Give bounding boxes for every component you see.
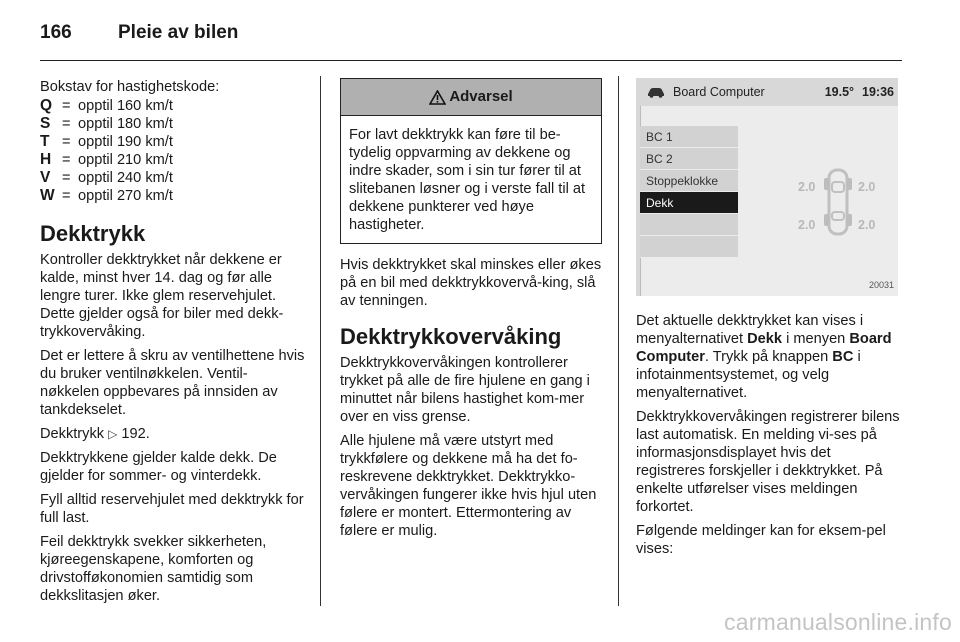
speed-code-equals: = xyxy=(62,152,71,168)
speed-code-letter: S xyxy=(40,115,51,132)
speed-code-row xyxy=(40,133,306,151)
menu-item-stopwatch[interactable]: Stoppeklokke xyxy=(640,170,738,192)
text: Det aktuelle dekktrykket kan vises i menyalternativet xyxy=(636,313,864,347)
display-title: Board Computer xyxy=(673,85,765,99)
speed-code-row xyxy=(40,97,306,115)
page-reference-arrow-icon: ▷ xyxy=(108,427,118,441)
speed-code-value: opptil 270 km/t xyxy=(78,188,173,204)
speed-code-letter: W xyxy=(40,187,55,204)
tire-pressure-front-left: 2.0 xyxy=(798,180,816,194)
text: . Trykk på knappen xyxy=(704,349,833,365)
term-board-computer: Board Computer xyxy=(636,331,892,365)
display-title-bar xyxy=(640,78,894,106)
paragraph: Hvis dekktrykket skal minskes eller økes på en bil med dekktrykkovervå-king, slå av tenningen. xyxy=(340,257,602,309)
speed-code-intro: Bokstav for hastighetskode: xyxy=(40,79,220,95)
speed-code-value: opptil 240 km/t xyxy=(78,170,173,186)
column-divider-1 xyxy=(320,76,321,606)
tire-pressure-rear-right: 2.0 xyxy=(858,218,876,232)
tire-pressure-display xyxy=(798,174,888,240)
text: i infotainmentsystemet, og velg menyalternativet. xyxy=(636,349,861,401)
outside-temperature: 19.5° xyxy=(824,85,855,99)
column-divider-2 xyxy=(618,76,619,606)
menu-item-tires[interactable]: Dekk xyxy=(640,192,738,214)
column-1 xyxy=(40,78,306,611)
speed-code-row xyxy=(40,187,306,205)
paragraph: Kontroller dekktrykket når dekkene er kalde, minst hver 14. dag og før alle lengre turer. Ikke glem reservehjulet. Dette gjelder også for biler med dekk-trykkovervåking. xyxy=(40,252,284,340)
speed-code-equals: = xyxy=(62,98,71,114)
page-reference-link[interactable]: 192. xyxy=(121,426,150,442)
image-code: 20031 xyxy=(868,280,894,290)
chapter-title: Pleie av bilen xyxy=(118,22,239,43)
term-tires: Dekk xyxy=(747,331,783,347)
watermark: carmanualsonline.info xyxy=(724,609,952,635)
paragraph: Feil dekktrykk svekker sikkerheten, kjøreegenskapene, komforten og drivstofføkonomien samtidig som dekkslitasjen øker. xyxy=(40,534,267,604)
menu-empty-row xyxy=(640,214,738,236)
paragraph: Fyll alltid reservehjulet med dekktrykk for full last. xyxy=(40,492,304,526)
speed-code-table xyxy=(40,97,306,205)
term-bc: BC xyxy=(832,349,854,365)
tire-pressure-front-right: 2.0 xyxy=(858,180,876,194)
car-top-view-icon xyxy=(822,166,854,238)
menu-empty-row xyxy=(640,236,738,258)
paragraph: Dekktrykkovervåkingen registrerer bilens last automatisk. En melding vi-ses på informasjonsdisplayet hvis det registreres forskjeller i dekktrykket. På enkelte utførelser vises meldingen forkortet. xyxy=(636,409,900,515)
speed-code-letter: T xyxy=(40,133,50,150)
speed-code-value: opptil 180 km/t xyxy=(78,116,173,132)
speed-code-value: opptil 210 km/t xyxy=(78,152,173,168)
speed-code-value: opptil 160 km/t xyxy=(78,98,173,114)
menu-item-bc2[interactable]: BC 2 xyxy=(640,148,738,170)
speed-code-row xyxy=(40,169,306,187)
speed-code-value: opptil 190 km/t xyxy=(78,134,173,150)
paragraph: Dekktrykkovervåkingen kontrollerer trykket på alle de fire hjulene en gang i minuttet når bilens hastighet kom-mer over en viss grense. xyxy=(340,355,590,425)
speed-code-equals: = xyxy=(62,170,71,186)
clock-time: 19:36 xyxy=(862,85,894,99)
header-rule xyxy=(40,60,902,61)
board-computer-screenshot xyxy=(636,78,898,296)
board-computer-menu xyxy=(640,126,738,258)
speed-code-letter: Q xyxy=(40,97,53,114)
speed-code-letter: H xyxy=(40,151,52,168)
speed-code-row xyxy=(40,151,306,169)
column-2 xyxy=(340,78,602,546)
warning-header xyxy=(341,79,601,116)
paragraph: Dekktrykkene gjelder kalde dekk. De gjelder for sommer- og vinterdekk. xyxy=(40,450,277,484)
paragraph: Det er lettere å skru av ventilhettene hvis du bruker ventilnøkkelen. Ventil-nøkkelen oppbevares på innsiden av tankdekselet. xyxy=(40,348,305,418)
warning-text: For lavt dekktrykk kan føre til be-tydelig oppvarming av dekkene og indre skader, som i sin tur fører til at slitebanen løsner og i verste fall til at dekkene punkterer ved høye hastigheter. xyxy=(349,127,586,233)
warning-title: Advarsel xyxy=(449,88,513,105)
menu-item-bc1[interactable]: BC 1 xyxy=(640,126,738,148)
column-3 xyxy=(636,78,902,564)
speed-code-equals: = xyxy=(62,188,71,204)
speed-code-equals: = xyxy=(62,134,71,150)
page-number: 166 xyxy=(40,22,72,43)
speed-code-row xyxy=(40,115,306,133)
tire-pressure-rear-left: 2.0 xyxy=(798,218,816,232)
section-heading-tire-pressure: Dekktrykk xyxy=(40,221,146,246)
paragraph: Alle hjulene må være utstyrt med trykkfølere og dekkene må ha det fo-reskrevene dekktrykket. Dekktrykko-vervåkingen fungerer ikke hvis hjul uten følere er montert. Ettermontering av følere er mulig. xyxy=(340,433,597,539)
paragraph-reference xyxy=(40,425,306,443)
reference-text: Dekktrykk xyxy=(40,426,105,442)
text: i menyen xyxy=(782,331,850,347)
section-heading-tire-monitoring: Dekktrykkovervåking xyxy=(340,324,562,349)
paragraph-display-instructions xyxy=(636,312,902,402)
page-header xyxy=(40,22,238,46)
speed-code-equals: = xyxy=(62,116,71,132)
paragraph: Følgende meldinger kan for eksem-pel vises: xyxy=(636,523,886,557)
speed-code-letter: V xyxy=(40,169,51,186)
warning-box xyxy=(340,78,602,244)
car-icon xyxy=(646,87,666,98)
warning-triangle-icon xyxy=(429,90,446,105)
